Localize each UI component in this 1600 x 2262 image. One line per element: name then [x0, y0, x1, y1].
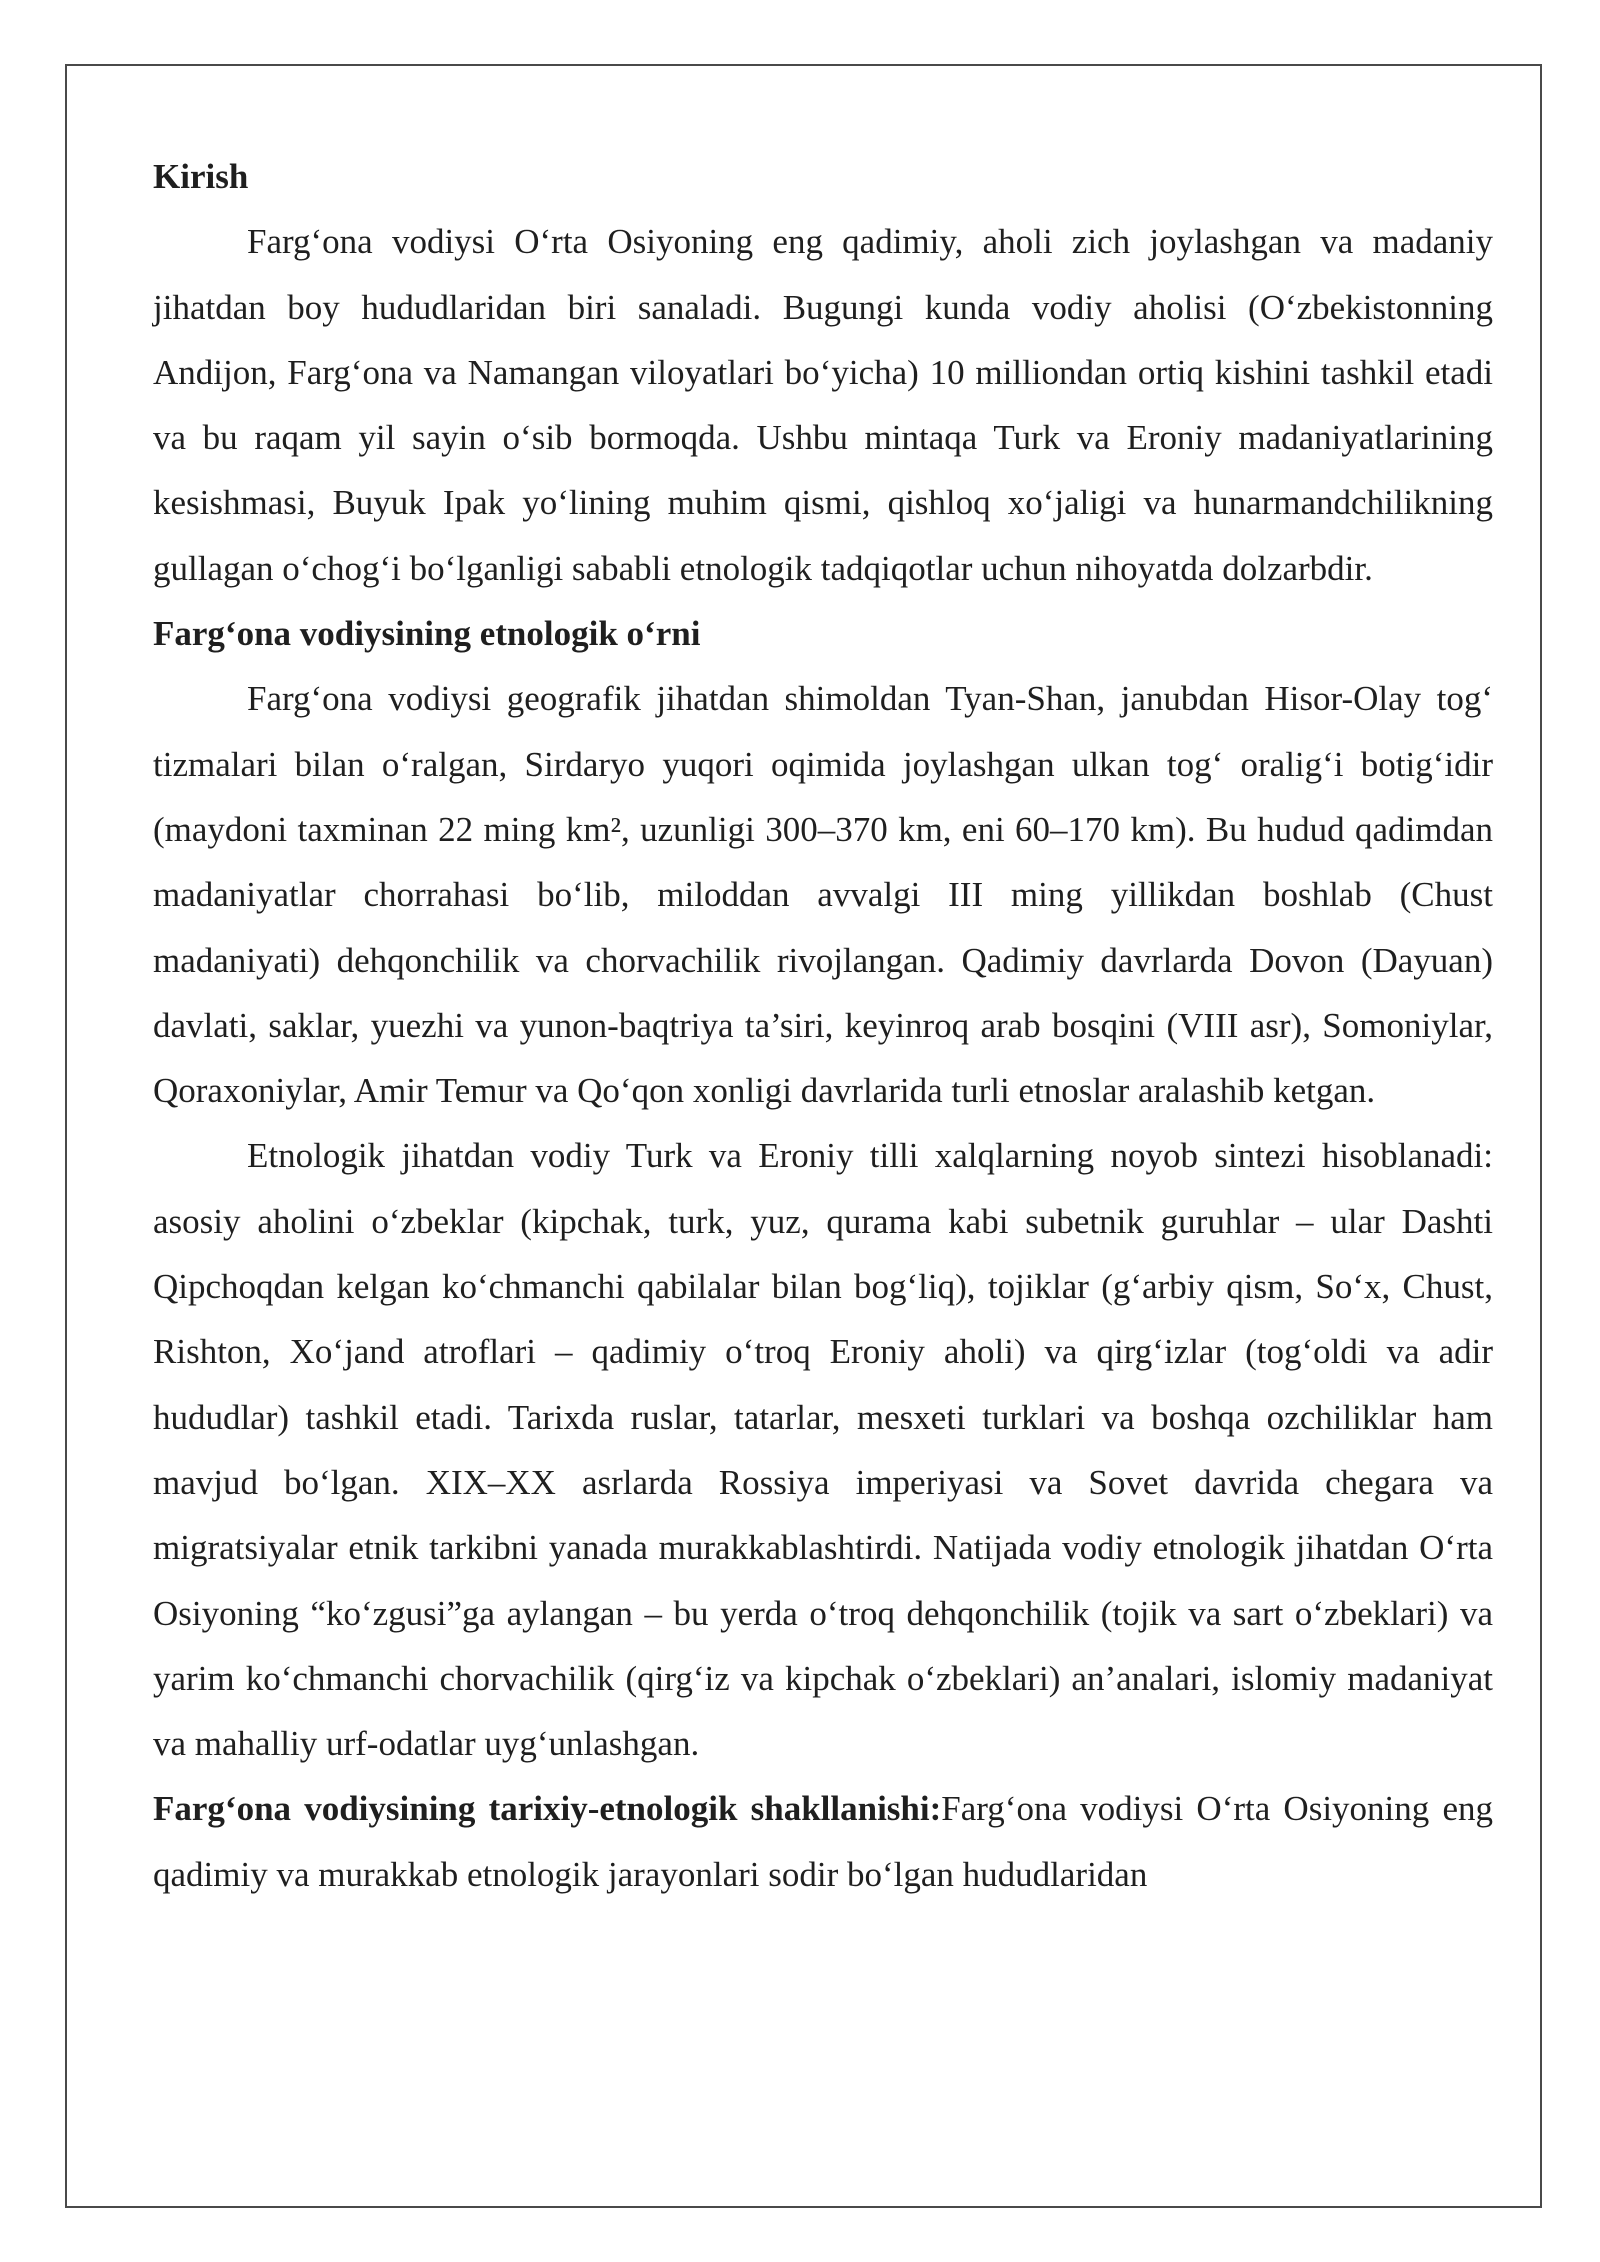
document-body [153, 144, 1493, 1907]
section-heading: Farg‘ona vodiysining etnologik o‘rni [153, 614, 701, 654]
section-paragraph-1: Farg‘ona vodiysi geografik jihatdan shimoldan Tyan-Shan, janubdan Hisor-Olay tog‘ tizmalari bilan o‘ralgan, Sirdaryo yuqori oqimida joylashgan ulkan tog‘ oralig‘i botig‘idir (maydoni taxminan 22 ming km², uzunligi 300–370 km, eni 60–170 km). Bu hudud qadimdan madaniyatlar chorrahasi bo‘lib, miloddan avvalgi III ming yillikdan boshlab (Chust madaniyati) dehqonchilik va chorvachilik rivojlangan. Qadimiy davrlarda Dovon (Dayuan) davlati, saklar, yuezhi va yunon-baqtriya ta’siri, keyinroq arab bosqini (VIII asr), Somoniylar, Qoraxoniylar, Amir Temur va Qo‘qon xonligi davrlarida turli etnoslar aralashib ketgan. [153, 679, 1493, 1111]
last-paragraph [153, 1776, 1493, 1907]
last-inline-heading: Farg‘ona vodiysining tarixiy-etnologik shakllanishi: [153, 1789, 942, 1829]
intro-heading: Kirish [153, 157, 249, 196]
intro-paragraph: Farg‘ona vodiysi O‘rta Osiyoning eng qadimiy, aholi zich joylashgan va madaniy jihatdan boy hududlaridan biri sanaladi. Bugungi kunda vodiy aholisi (O‘zbekistonning Andijon, Farg‘ona va Namangan viloyatlari bo‘yicha) 10 milliondan ortiq kishini tashkil etadi va bu raqam yil sayin o‘sib bormoqda. Ushbu mintaqa Turk va Eroniy madaniyatlarining kesishmasi, Buyuk Ipak yo‘lining muhim qismi, qishloq xo‘jaligi va hunarmandchilikning gullagan o‘chog‘i bo‘lganligi sababli etnologik tadqiqotlar uchun nihoyatda dolzarbdir. [153, 222, 1493, 588]
section-paragraph-2: Etnologik jihatdan vodiy Turk va Eroniy tilli xalqlarning noyob sintezi hisoblanadi: asosiy aholini o‘zbeklar (kipchak, turk, yuz, qurama kabi subetnik guruhlar – ular Dashti Qipchoqdan kelgan ko‘chmanchi qabilalar bilan bog‘liq), tojiklar (g‘arbiy qism, So‘x, Chust, Rishton, Xo‘jand atroflari – qadimiy o‘troq Eroniy aholi) va qirg‘izlar (tog‘oldi va adir hududlar) tashkil etadi. Tarixda ruslar, tatarlar, mesxeti turklari va boshqa ozchiliklar ham mavjud bo‘lgan. XIX–XX asrlarda Rossiya imperiyasi va Sovet davrida chegara va migratsiyalar etnik tarkibni yanada murakkablashtirdi. Natijada vodiy etnologik jihatdan O‘rta Osiyoning “ko‘zgusi”ga aylangan – bu yerda o‘troq dehqonchilik (tojik va sart o‘zbeklari) va yarim ko‘chmanchi chorvachilik (qirg‘iz va kipchak o‘zbeklari) an’analari, islomiy madaniyat va mahalliy urf-odatlar uyg‘unlashgan. [153, 1136, 1493, 1764]
last-paragraph-text: Farg‘ona vodiysi O‘rta Osiyoning eng qadimiy va murakkab etnologik jarayonlari sodir bo‘lgan hududlaridan [153, 1789, 1493, 1894]
